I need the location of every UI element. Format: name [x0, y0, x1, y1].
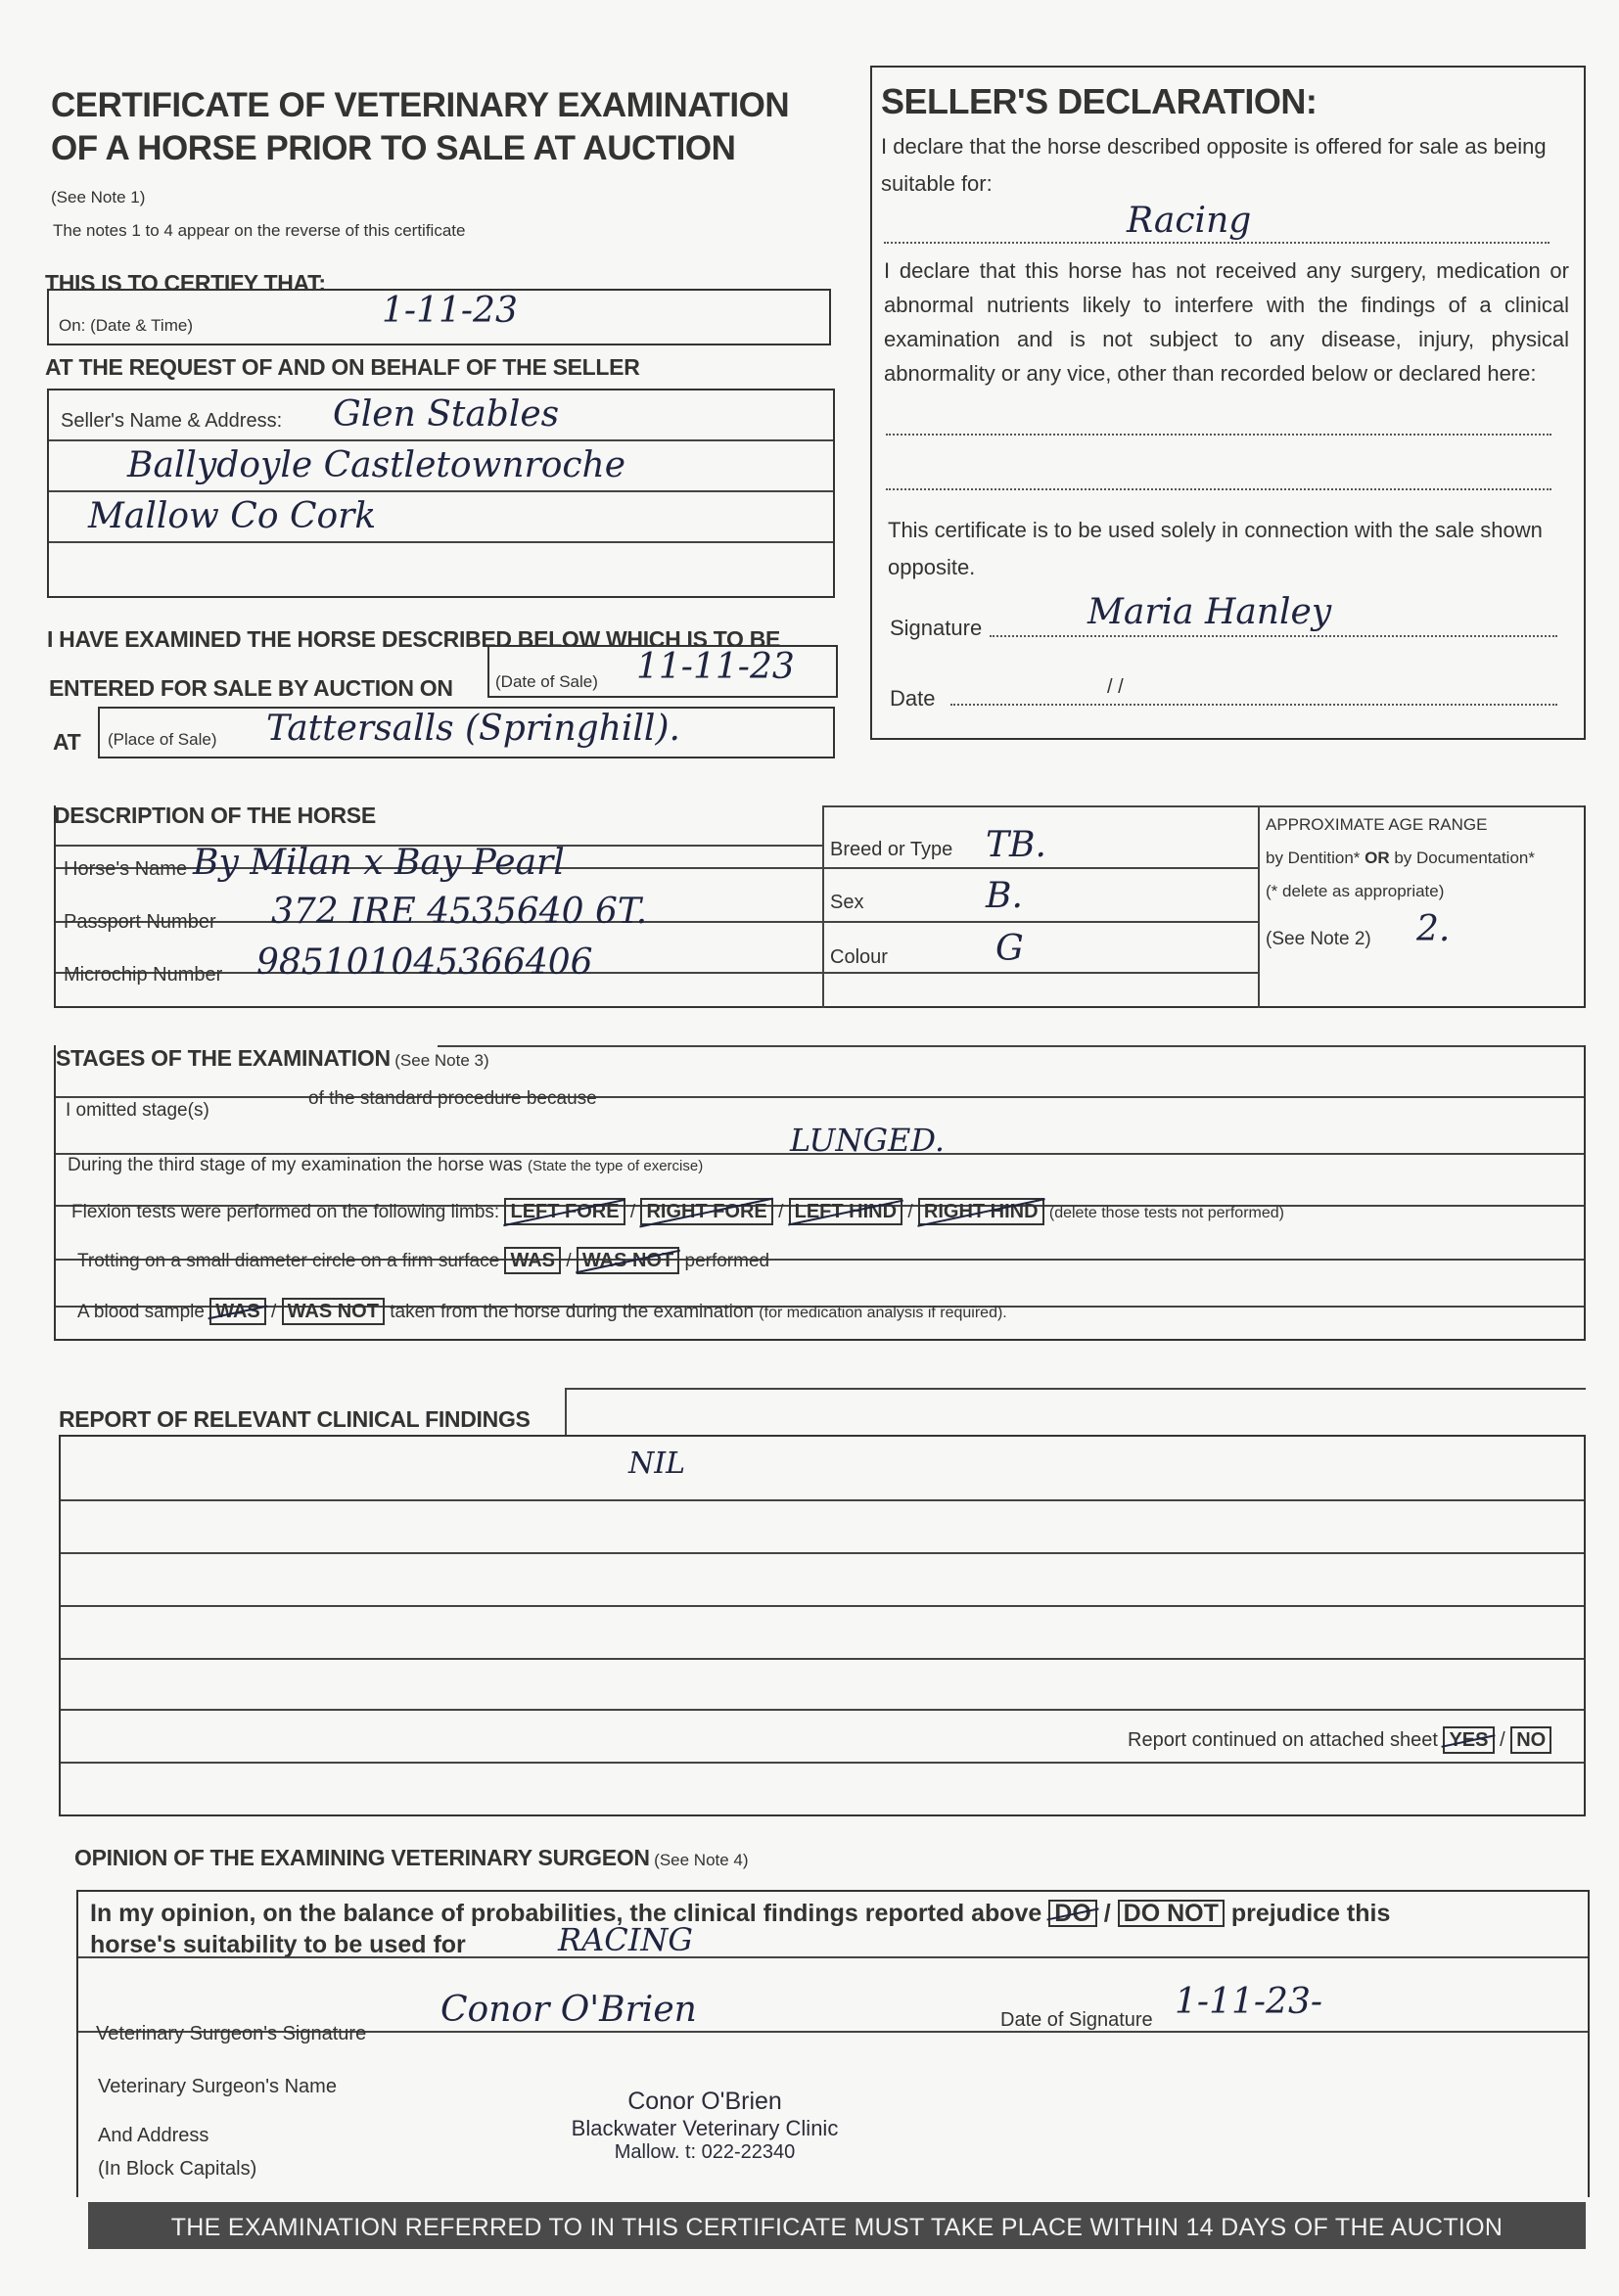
stages-heading: STAGES OF THE EXAMINATION (See Note 3)	[56, 1045, 489, 1071]
passport-label: Passport Number	[64, 911, 216, 933]
opinion-use-value[interactable]: RACING	[558, 1921, 693, 1958]
suitable-for-value[interactable]: Racing	[1127, 201, 1252, 241]
opinion-box	[76, 1890, 1590, 2197]
seller-heading: AT THE REQUEST OF AND ON BEHALF OF THE SELLER	[45, 354, 640, 380]
third-stage-label: During the third stage of my examination the horse was (State the type of exercise)	[68, 1155, 704, 1175]
age-method: by Dentition* OR by Documentation*	[1266, 849, 1535, 867]
opinion-do[interactable]: DO	[1048, 1900, 1097, 1927]
stages-table	[54, 1045, 1586, 1341]
limb-right-hind[interactable]: RIGHT HIND	[918, 1198, 1044, 1225]
address-label: And Address	[98, 2125, 209, 2146]
at-label: AT	[53, 729, 81, 755]
place-of-sale-label: (Place of Sale)	[108, 730, 217, 749]
declaration-para-3: This certificate is to be used solely in connection with the sale shown opposite.	[888, 518, 1543, 579]
limb-left-fore[interactable]: LEFT FORE	[504, 1198, 624, 1225]
passport-value[interactable]: 372 IRE 4535640 6T.	[271, 892, 648, 932]
limb-right-fore[interactable]: RIGHT FORE	[640, 1198, 772, 1225]
place-of-sale-box	[98, 707, 835, 758]
sale-heading-1: I HAVE EXAMINED THE HORSE DESCRIBED BELOW WHICH IS TO BE	[47, 626, 781, 652]
signature-label: Signature	[890, 616, 983, 640]
block-capitals-label: (In Block Capitals)	[98, 2158, 257, 2180]
opinion-text-2: horse's suitability to be used for	[90, 1931, 466, 1958]
declaration-para-2: I declare that this horse has not received any surgery, medication or abnormal nutrients likely to interfere with the findings of a clinical examination and is not subject to any disease, injury, physical abnormality or any vice, other than recorded below or declared here:	[884, 258, 1569, 386]
date-of-sale-value[interactable]: 11-11-23	[636, 647, 795, 687]
opinion-do-not[interactable]: DO NOT	[1118, 1900, 1225, 1927]
seller-address-2[interactable]: Mallow Co Cork	[88, 496, 377, 536]
seller-declaration-box	[870, 66, 1586, 740]
breed-value[interactable]: TB.	[986, 825, 1046, 865]
vet-stamp: Conor O'Brien Blackwater Veterinary Clinic Mallow. t: 022-22340	[571, 2088, 839, 2163]
date-of-signature-value[interactable]: 1-11-23-	[1175, 1982, 1323, 2022]
sex-label: Sex	[830, 892, 864, 913]
age-heading: APPROXIMATE AGE RANGE	[1266, 815, 1488, 834]
colour-value[interactable]: G	[995, 929, 1024, 969]
title-line-1: CERTIFICATE OF VETERINARY EXAMINATION	[51, 86, 790, 124]
omitted-label-a: I omitted stage(s)	[66, 1100, 209, 1121]
place-of-sale-value[interactable]: Tattersalls (Springhill).	[266, 709, 680, 749]
blood-was[interactable]: WAS	[209, 1298, 266, 1325]
opinion-heading: OPINION OF THE EXAMINING VETERINARY SURGEON (See Note 4)	[74, 1845, 749, 1870]
limb-left-hind[interactable]: LEFT HIND	[789, 1198, 902, 1225]
report-continued: Report continued on attached sheet YES / NO	[1128, 1726, 1551, 1754]
seller-name[interactable]: Glen Stables	[333, 394, 560, 435]
omitted-label-b: of the standard procedure because	[308, 1088, 597, 1109]
on-date-label: On: (Date & Time)	[59, 316, 193, 335]
continued-yes[interactable]: YES	[1443, 1726, 1494, 1754]
vet-signature[interactable]: Conor O'Brien	[440, 1990, 697, 2030]
trot-was-not[interactable]: WAS NOT	[577, 1247, 679, 1274]
vet-name-label: Veterinary Surgeon's Name	[98, 2076, 337, 2097]
trotting-row: Trotting on a small diameter circle on a firm surface WAS / WAS NOT performed	[77, 1247, 769, 1274]
breed-label: Breed or Type	[830, 839, 953, 860]
footer-banner: THE EXAMINATION REFERRED TO IN THIS CERTIFICATE MUST TAKE PLACE WITHIN 14 DAYS OF THE AUCTION	[88, 2202, 1586, 2249]
age-see-note: (See Note 2)	[1266, 929, 1371, 949]
title-line-2: OF A HORSE PRIOR TO SALE AT AUCTION	[51, 129, 736, 167]
vet-signature-label: Veterinary Surgeon's Signature	[96, 2023, 367, 2044]
date-of-sale-box	[487, 645, 838, 698]
sex-value[interactable]: B.	[986, 876, 1023, 916]
description-heading: DESCRIPTION OF THE HORSE	[54, 803, 376, 828]
report-heading: REPORT OF RELEVANT CLINICAL FINDINGS	[59, 1406, 531, 1432]
opinion-text: In my opinion, on the balance of probabilities, the clinical findings reported above DO / DO NOT prejudice this	[90, 1900, 1391, 1927]
declaration-heading: SELLER'S DECLARATION:	[881, 81, 1318, 121]
sale-heading-2: ENTERED FOR SALE BY AUCTION ON	[49, 675, 453, 701]
declaration-para-1: I declare that the horse described opposite is offered for sale as being suitable for:	[881, 134, 1547, 196]
microchip-label: Microchip Number	[64, 964, 223, 986]
seller-signature[interactable]: Maria Hanley	[1087, 592, 1332, 632]
description-table	[54, 805, 1586, 1008]
blood-was-not[interactable]: WAS NOT	[282, 1298, 385, 1325]
see-note-1: (See Note 1)	[51, 188, 146, 207]
age-delete-note: (* delete as appropriate)	[1266, 882, 1445, 900]
horse-name-value[interactable]: By Milan x Bay Pearl	[193, 843, 565, 883]
third-stage-value[interactable]: LUNGED.	[790, 1122, 946, 1159]
blood-row: A blood sample WAS / WAS NOT taken from the horse during the examination (for medication analysis if required).	[77, 1298, 1007, 1325]
continued-no[interactable]: NO	[1510, 1726, 1551, 1754]
age-value[interactable]: 2.	[1416, 909, 1451, 949]
microchip-value[interactable]: 985101045366406	[256, 942, 593, 983]
seller-box	[47, 389, 835, 598]
date-value[interactable]: / /	[1107, 676, 1124, 698]
colour-label: Colour	[830, 946, 888, 968]
trot-was[interactable]: WAS	[504, 1247, 561, 1274]
date-label: Date	[890, 686, 936, 711]
flexion-row: Flexion tests were performed on the following limbs: LEFT FORE / RIGHT FORE / LEFT HIND / RIGHT HIND (delete those tests not performed)	[71, 1198, 1284, 1225]
certify-heading: THIS IS TO CERTIFY THAT:	[45, 270, 326, 296]
report-box	[59, 1435, 1586, 1816]
certify-date-box	[47, 289, 831, 345]
notes-text: The notes 1 to 4 appear on the reverse of this certificate	[53, 221, 466, 240]
date-of-signature-label: Date of Signature	[1000, 2009, 1153, 2031]
seller-address-1[interactable]: Ballydoyle Castletownroche	[127, 445, 626, 485]
horse-name-label: Horse's Name	[64, 858, 188, 880]
on-date-value[interactable]: 1-11-23	[382, 291, 518, 331]
date-of-sale-label: (Date of Sale)	[495, 672, 598, 691]
seller-label: Seller's Name & Address:	[61, 410, 283, 432]
finding-value[interactable]: NIL	[628, 1446, 686, 1481]
